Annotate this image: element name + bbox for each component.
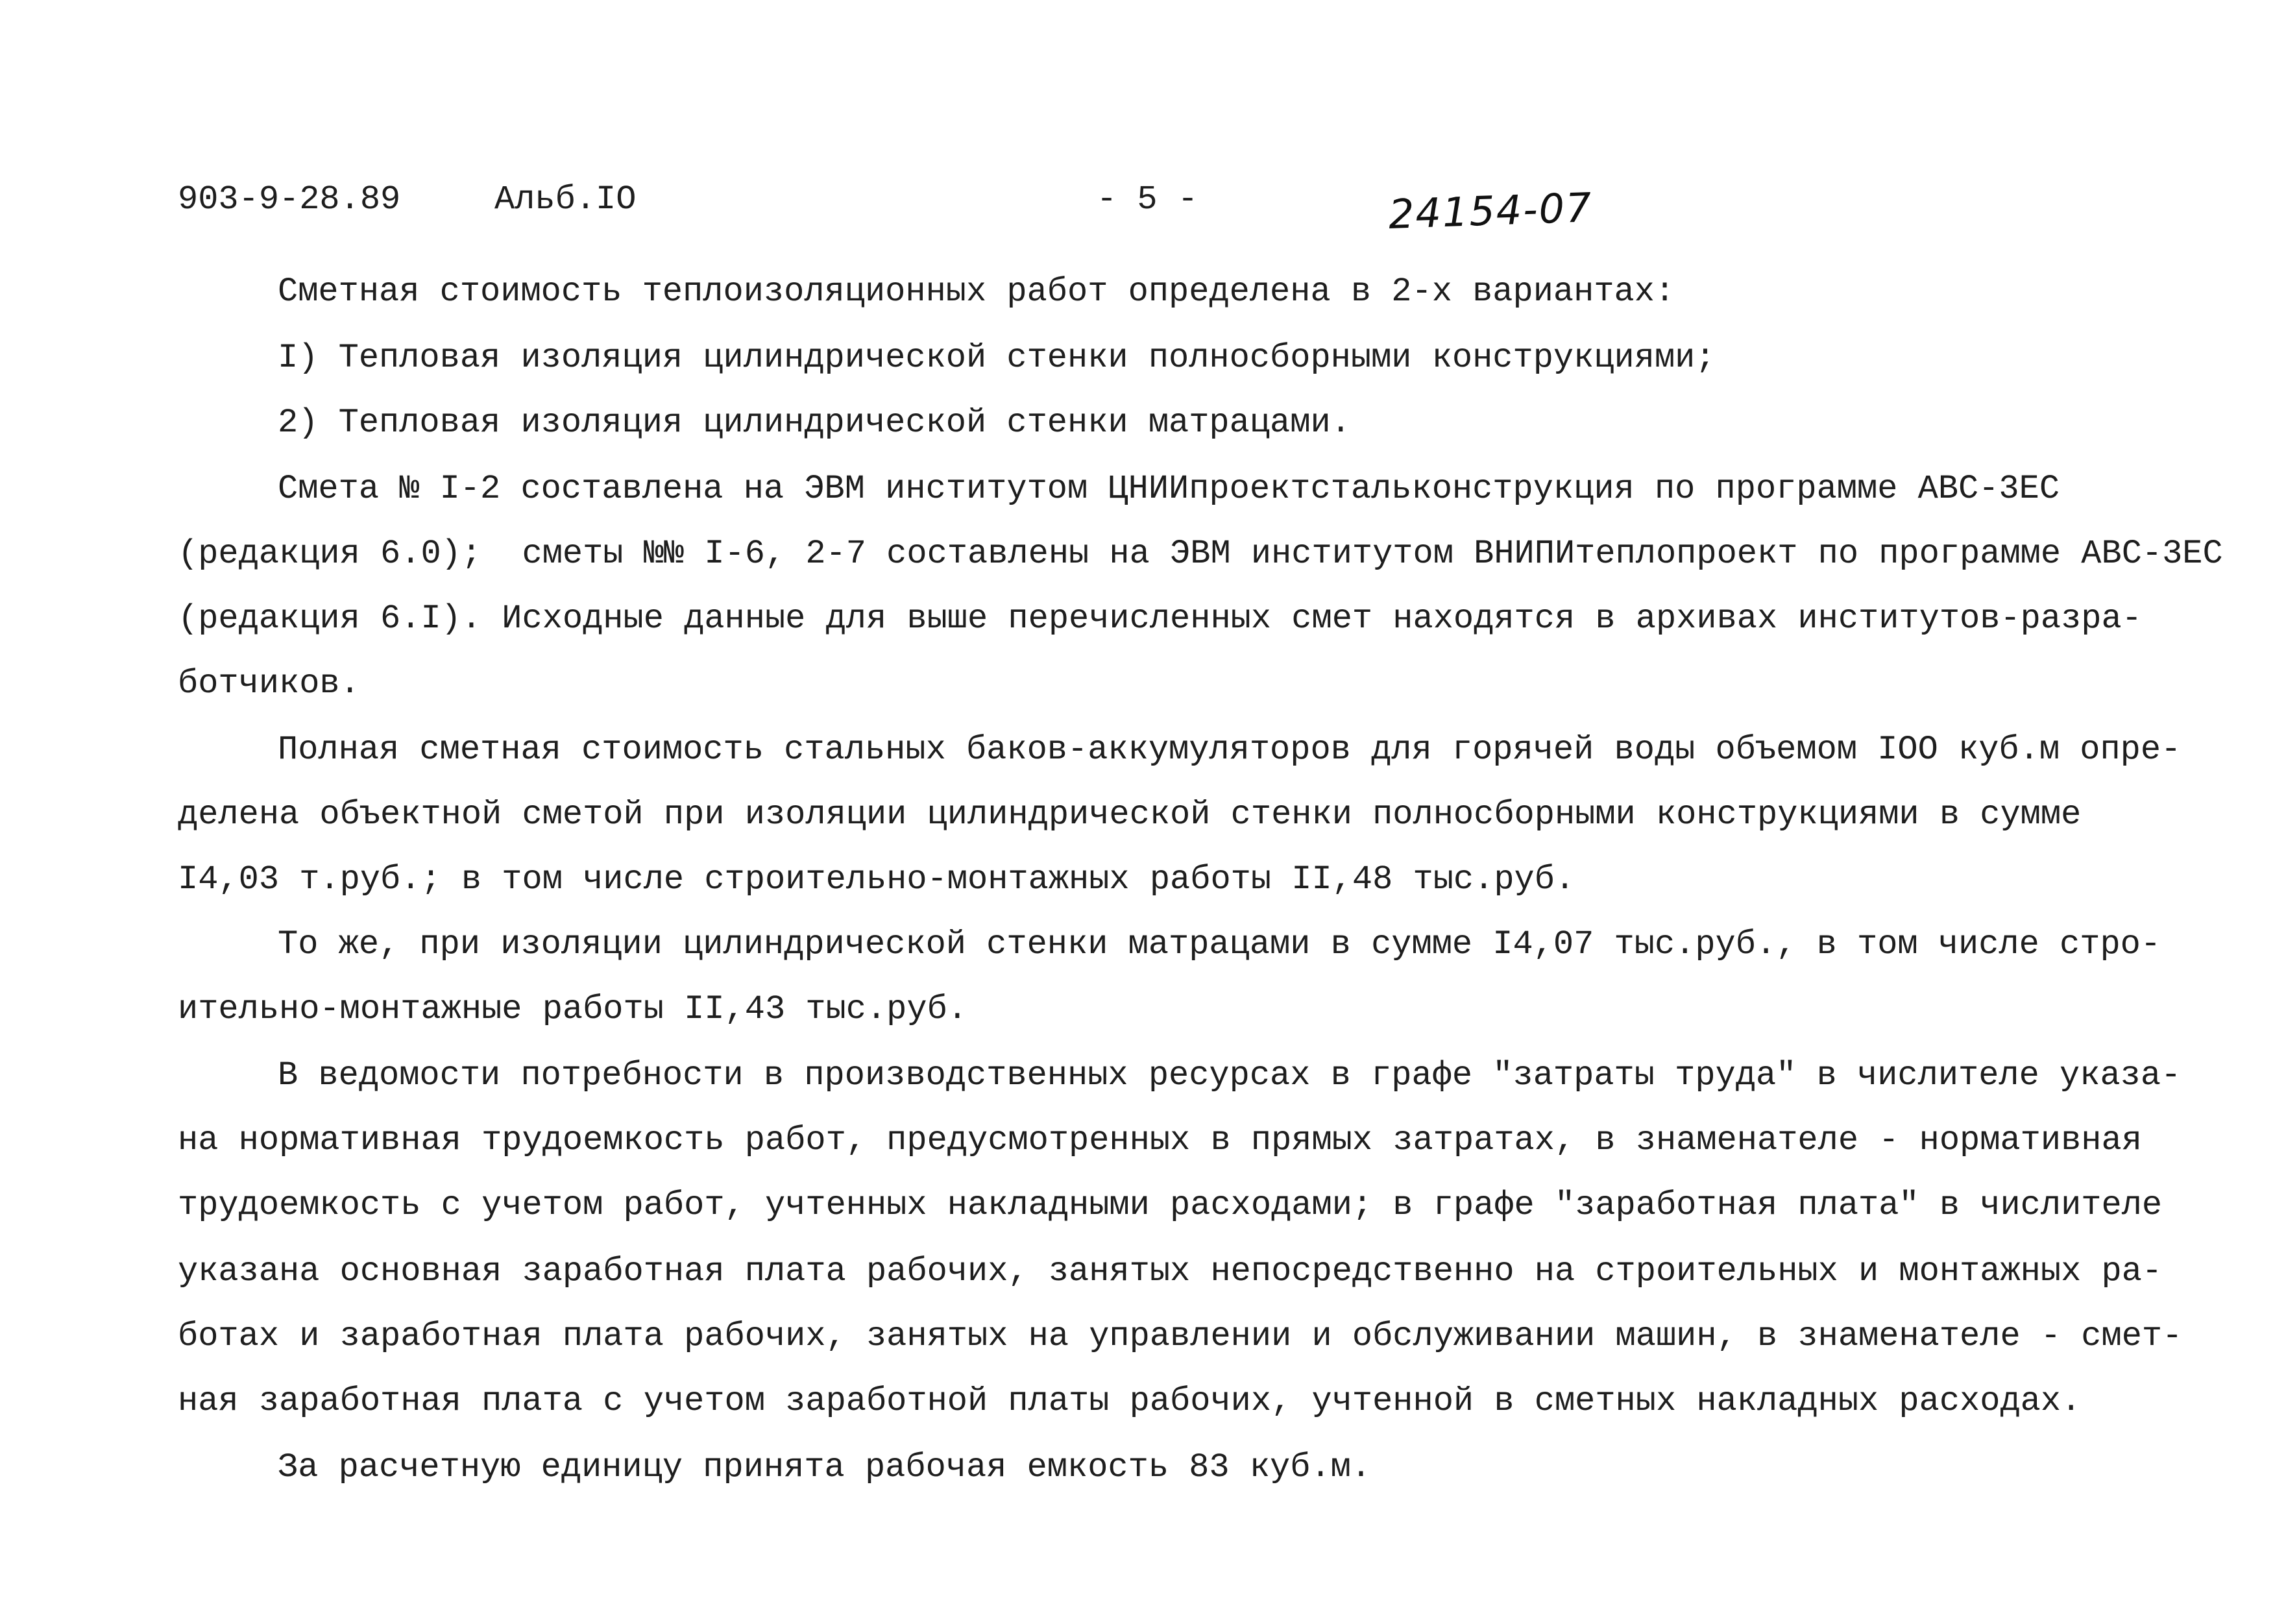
paragraph-line: ботчиков. xyxy=(178,664,360,703)
paragraph-line: Сметная стоимость теплоизоляционных работ определена в 2-х вариантах: xyxy=(278,273,1675,311)
album-number: Альб.IO xyxy=(494,180,637,219)
paragraph-line: 2) Тепловая изоляция цилиндрической стенки матрацами. xyxy=(278,404,1351,442)
paragraph-line: делена объектной сметой при изоляции цилиндрической стенки полносборными конструкциями в сумме xyxy=(178,795,2082,834)
paragraph-line: В ведомости потребности в производственных ресурсах в графе "затраты труда" в числителе указа- xyxy=(278,1056,2182,1095)
paragraph-line: То же, при изоляции цилиндрической стенки матрацами в сумме I4,07 тыс.руб., в том числе стро- xyxy=(278,925,2161,963)
paragraph-line: указана основная заработная плата рабочих, занятых непосредственно на строительных и монтажных ра- xyxy=(178,1252,2163,1291)
paragraph-line: ная заработная плата с учетом заработной платы рабочих, учтенной в сметных накладных расходах. xyxy=(178,1382,2082,1420)
paragraph-line: на нормативная трудоемкость работ, предусмотренных в прямых затратах, в знаменателе - нормативная xyxy=(178,1121,2142,1159)
paragraph-line: (редакция 6.0); сметы №№ I-6, 2-7 составлены на ЭВМ институтом ВНИПИтеплопроект по программе АВС-3ЕС xyxy=(178,535,2223,573)
page-number: - 5 - xyxy=(1097,180,1198,219)
paragraph-line: I4,03 т.руб.; в том числе строительно-монтажных работы II,48 тыс.руб. xyxy=(178,860,1575,899)
paragraph-line: ботах и заработная плата рабочих, занятых на управлении и обслуживании машин, в знаменателе - смет- xyxy=(178,1317,2183,1355)
paragraph-line: Смета № I-2 составлена на ЭВМ институтом ЦНИИпроектстальконструкция по программе АВС-3ЕС xyxy=(278,470,2060,508)
handwritten-inventory-number: 24154-07 xyxy=(1387,184,1594,238)
paragraph-line: трудоемкость с учетом работ, учтенных накладными расходами; в графе "заработная плата" в числителе xyxy=(178,1186,2163,1224)
document-code: 903-9-28.89 xyxy=(178,180,401,219)
paragraph-line: Полная сметная стоимость стальных баков-аккумуляторов для горячей воды объемом IOO куб.м опре- xyxy=(278,731,2182,769)
paragraph-line: За расчетную единицу принята рабочая емкость 83 куб.м. xyxy=(278,1448,1372,1486)
paragraph-line: I) Тепловая изоляция цилиндрической стенки полносборными конструкциями; xyxy=(278,339,1716,377)
paragraph-line: (редакция 6.I). Исходные данные для выше перечисленных смет находятся в архивах институтов-разра- xyxy=(178,600,2142,638)
paragraph-line: ительно-монтажные работы II,43 тыс.руб. xyxy=(178,990,967,1028)
